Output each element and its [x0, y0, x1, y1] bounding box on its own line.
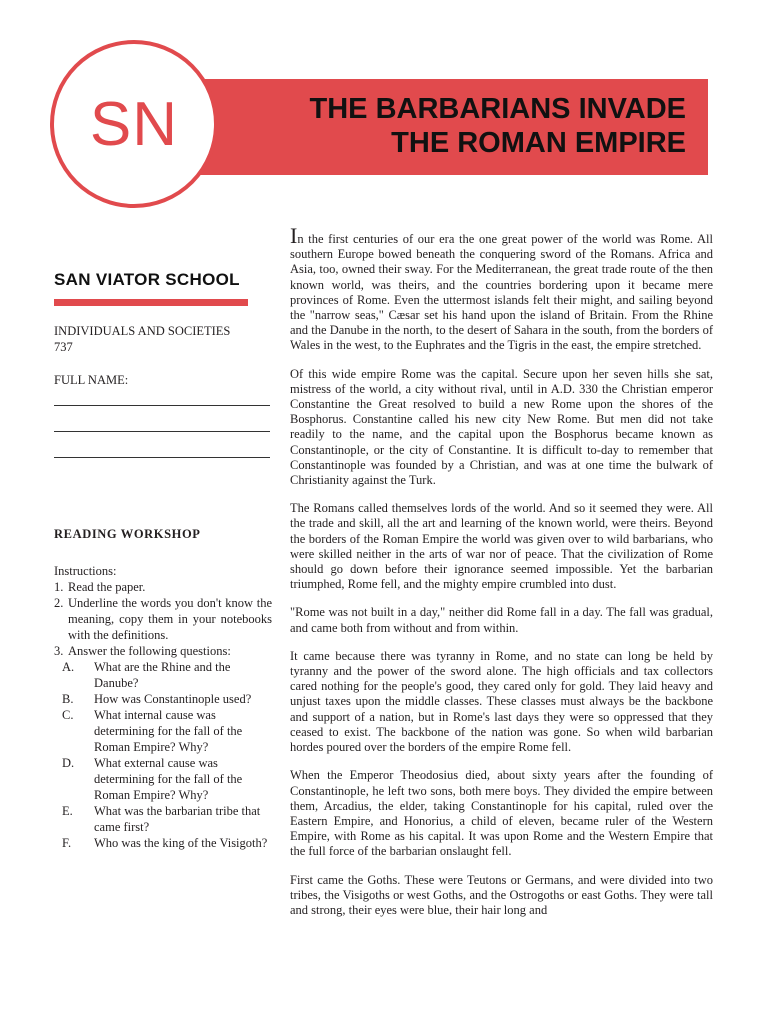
- subject-label: INDIVIDUALS AND SOCIETIES: [54, 324, 231, 338]
- name-line-2[interactable]: [54, 431, 270, 432]
- step-text: Underline the words you don't know the meaning, copy them in your notebooks with the definitions.: [68, 596, 272, 642]
- question-text: Who was the king of the Visigoth?: [94, 836, 268, 850]
- paragraph-6: When the Emperor Theodosius died, about sixty years after the founding of Constantinople, he left two sons, both mere boys. They divided the empire between them, Arcadius, the elder, taking Constantinople for his capital, ruled over the Eastern Empire, and Honorius, a child of eleven, became ruler of the Western Empire, with Rome as his capital. It was upon Rome and the Western Empire that the full force of the barbarian onslaught fell.: [290, 768, 713, 859]
- question-letter: A.: [62, 660, 75, 674]
- question-text: What are the Rhine and the Danube?: [94, 660, 231, 690]
- instructions: [54, 563, 272, 851]
- question-letter: C.: [62, 708, 74, 722]
- step-text: Read the paper.: [68, 580, 146, 594]
- question-text: What was the barbarian tribe that came first?: [94, 804, 261, 834]
- page-title: [310, 92, 686, 160]
- step-number: 1.: [54, 580, 64, 594]
- paragraph-1: [290, 223, 713, 354]
- name-line-1[interactable]: [54, 405, 270, 406]
- question-letter: B.: [62, 692, 74, 706]
- paragraph-7: First came the Goths. These were Teutons or Germans, and were divided into two tribes, the Visigoths or west Goths, and the Ostrogoths or east Goths. They were tall and strong, their eyes were blue, their hair long and: [290, 872, 713, 917]
- question-text: What external cause was determining for the fall of the Roman Empire? Why?: [94, 756, 243, 802]
- instruction-steps: [54, 579, 272, 659]
- question-text: How was Constantinople used?: [94, 692, 252, 706]
- step-number: 3.: [54, 644, 64, 658]
- paragraph-5: It came because there was tyranny in Rome, and no state can long be held by tyranny and the power of the sword alone. The high officials and tax collectors cared nothing for the people's good, they cared only for gold. They laid heavy and unjust taxes upon the middle classes. These classes must always be the backbone and support of a nation, but in Rome's last days they were so oppressed that they ceased to exist. The backbone of the nation was gone. So when wild barbarian hordes poured over the borders of the empire Rome fell.: [290, 648, 713, 755]
- school-name: SAN VIATOR SCHOOL: [54, 270, 240, 289]
- instruction-step: [54, 595, 272, 643]
- paragraph-1-text: n the first centuries of our era the one great power of the world was Rome. All southern Europe bowed beneath the conquering sword of the Romans. Africa and Asia, too, owned their sway. For the Mediterranean, the great trade route of the then known world, was theirs, and the countries bordering upon it became mere provinces of Rome. Even the uttermost islands felt their might, and sailing beyond the "narrow seas," Cæsar set his hand upon the island of Britain. From the Rhine and the Danube in the north, to the desert of Sahara in the south, from the borders of Wales in the west, to the Euphrates and the Tigris in the east, the empire stretched.: [290, 232, 713, 353]
- full-name-label: FULL NAME:: [54, 373, 129, 387]
- title-line-1: THE BARBARIANS INVADE: [309, 93, 686, 125]
- question-item: [62, 835, 272, 851]
- question-text: What internal cause was determining for the fall of the Roman Empire? Why?: [94, 708, 243, 754]
- title-line-2: THE ROMAN EMPIRE: [391, 127, 686, 159]
- name-line-3[interactable]: [54, 457, 270, 458]
- workshop-title: READING WORKSHOP: [54, 527, 201, 541]
- school-logo: [50, 40, 218, 208]
- paragraph-2: Of this wide empire Rome was the capital. Secure upon her seven hills she sat, mistress of the world, a city without rival, until in A.D. 330 the Christian emperor Constantine the Great resolved to build a new Rome upon the shores of the Bosphorus. Constantine called his new city New Rome. But men did not take readily to the name, and the capital upon the Bosphorus became known as Constantinople, or the city of Constantine. It is difficult to-day to remember that Constantinople was founded by a Christian, and was at one time the bulwark of Christianity against the Turk.: [290, 366, 713, 488]
- step-text: Answer the following questions:: [68, 644, 231, 658]
- sidebar: [54, 270, 272, 851]
- article-body: [290, 223, 713, 931]
- question-item: [62, 659, 272, 691]
- instruction-step: [54, 643, 272, 659]
- logo-text: SN: [89, 89, 179, 159]
- course-info: [54, 323, 272, 355]
- step-number: 2.: [54, 596, 64, 610]
- paragraph-4: "Rome was not built in a day," neither did Rome fall in a day. The fall was gradual, and came both from without and from within.: [290, 605, 713, 635]
- question-item: [62, 691, 272, 707]
- question-list: [54, 659, 272, 851]
- instruction-step: [54, 579, 272, 595]
- question-item: [62, 755, 272, 803]
- instructions-label: Instructions:: [54, 564, 117, 578]
- drop-cap: I: [290, 223, 298, 248]
- question-letter: F.: [62, 836, 72, 850]
- question-item: [62, 803, 272, 835]
- school-underline: [54, 299, 248, 306]
- question-item: [62, 707, 272, 755]
- course-code: 737: [54, 340, 73, 354]
- question-letter: D.: [62, 756, 75, 770]
- question-letter: E.: [62, 804, 73, 818]
- paragraph-3: The Romans called themselves lords of the world. And so it seemed they were. All the trade and skill, all the art and learning of the known world, were theirs. Beyond the borders of the Roman Empire the world was given over to wild barbarians, who were skilled neither in the arts of war nor of peace. That the civilization of Rome should go down before their ignorance seemed impossible. Yet the barbarian triumphed, Rome fell, and the mighty empire crumbled into dust.: [290, 501, 713, 592]
